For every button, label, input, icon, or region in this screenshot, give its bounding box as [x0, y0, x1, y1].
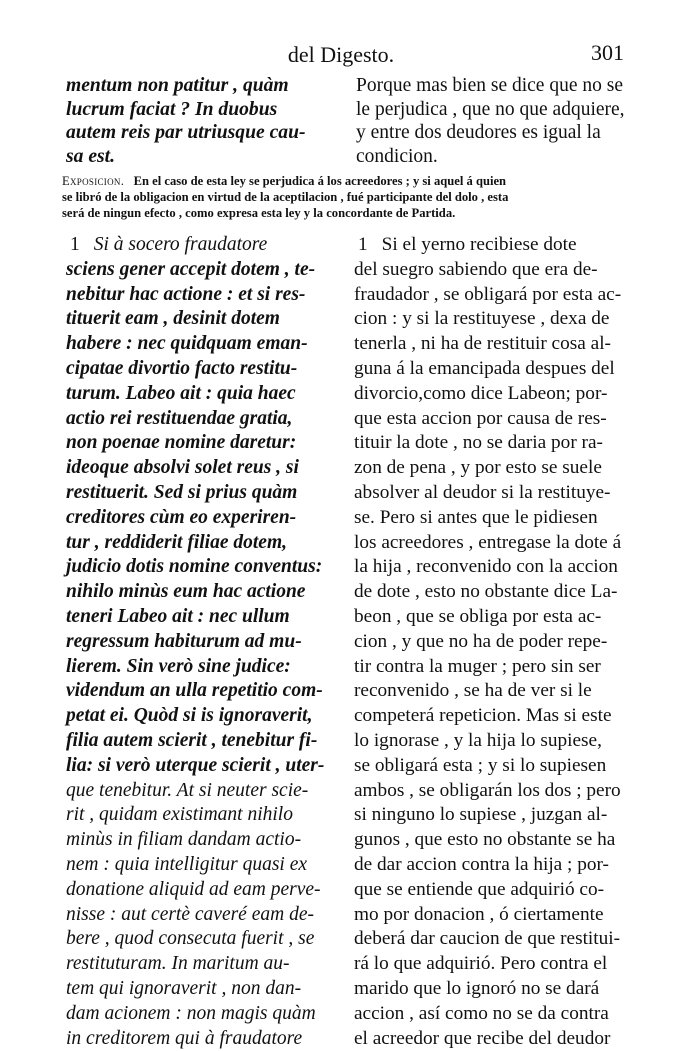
exposicion-line: En el caso de esta ley se perjudica á los acreedores ; y si aquel á quien [134, 174, 506, 188]
latin-line: restituerit. Sed si prius quàm [66, 481, 356, 506]
latin-line: rit , quidam existimant nihilo [66, 803, 356, 828]
spanish-line: la hija , reconvenido con la accion [354, 555, 634, 580]
latin-line: Si à socero fraudatore [94, 234, 268, 255]
spanish-line: deberá dar caucion de que restitui- [354, 927, 634, 952]
spanish-line: reconvenido , se ha de ver si le [354, 679, 634, 704]
spanish-line: guna á la emancipada despues del [354, 357, 634, 382]
running-title: del Digesto. [0, 42, 682, 68]
latin-line: nisse : aut certè caveré eam de- [66, 903, 356, 928]
spanish-line: tenerla , ni ha de restituir cosa al- [354, 332, 634, 357]
latin-line: videndum an ulla repetitio com- [66, 679, 356, 704]
spanish-line: competerá repeticion. Mas si este [354, 704, 634, 729]
latin-line: ideoque absolvi solet reus , si [66, 456, 356, 481]
page-number: 301 [591, 40, 624, 66]
spanish-line: mo por donacion , ó ciertamente [354, 903, 634, 928]
latin-line: tem qui ignoraverit , non dan- [66, 977, 356, 1002]
latin-line: lierem. Sin verò sine judice: [66, 655, 356, 680]
top-latin-column [66, 74, 346, 168]
spanish-line: los acreedores , entregase la dote á [354, 531, 634, 556]
latin-line: que tenebitur. At si neuter scie- [66, 779, 356, 804]
latin-line: habere : nec quidquam eman- [66, 332, 356, 357]
spanish-line: que esta accion por causa de res- [354, 407, 634, 432]
latin-line: restituturam. In maritum au- [66, 952, 356, 977]
latin-line: judicio dotis nomine conventus: [66, 555, 356, 580]
top-spanish-column [356, 74, 628, 168]
section-number: 1 [70, 234, 80, 255]
spanish-line: Si el yerno recibiese dote [382, 234, 577, 255]
latin-line: in creditorem qui à fraudatore [66, 1027, 356, 1051]
spanish-line: zon de pena , y por esto se suele [354, 456, 634, 481]
latin-line: donatione aliquid ad eam perve- [66, 878, 356, 903]
exposicion-label: Exposicion. [62, 174, 124, 188]
spanish-line: de dote , esto no obstante dice La- [354, 580, 634, 605]
spanish-line: accion , así como no se da contra [354, 1002, 634, 1027]
spanish-line: fraudador , se obligará por esta ac- [354, 283, 634, 308]
exposicion-line: se libró de la obligacion en virtud de la aceptilacion , fué participante del dolo , esta [62, 189, 632, 205]
exposicion-note [62, 173, 632, 221]
running-head [0, 36, 682, 68]
latin-line: tituerit eam , desinit dotem [66, 307, 356, 332]
spanish-line: rá lo que adquirió. Pero contra el [354, 952, 634, 977]
latin-line: lucrum faciat ? In duobus [66, 98, 346, 122]
latin-line: nebitur hac actione : et si res- [66, 283, 356, 308]
section-1-spanish-column [354, 233, 634, 1051]
latin-line: sciens gener accepit dotem , te- [66, 258, 356, 283]
spanish-line: de dar accion contra la hija ; por- [354, 853, 634, 878]
latin-line: lia: si verò uterque scierit , uter- [66, 754, 356, 779]
spanish-line: el acreedor que recibe del deudor [354, 1027, 634, 1051]
spanish-line: tituir la dote , no se daria por ra- [354, 431, 634, 456]
latin-line: sa est. [66, 145, 346, 169]
latin-line: nihilo minùs eum hac actione [66, 580, 356, 605]
exposicion-line: será de ningun efecto , como expresa esta ley y la concordante de Partida. [62, 205, 632, 221]
latin-line: nem : quia intelligitur quasi ex [66, 853, 356, 878]
latin-line: autem reis par utriusque cau- [66, 121, 346, 145]
spanish-line: lo ignorase , y la hija lo supiese, [354, 729, 634, 754]
section-number: 1 [358, 234, 368, 255]
spanish-line: del suegro sabiendo que era de- [354, 258, 634, 283]
latin-line: dam acionem : non magis quàm [66, 1002, 356, 1027]
latin-line: non poenae nomine daretur: [66, 431, 356, 456]
spanish-line: condicion. [356, 145, 628, 169]
spanish-line: si ninguno lo supiese , juzgan al- [354, 803, 634, 828]
spanish-line: tir contra la muger ; pero sin ser [354, 655, 634, 680]
section-1-latin-column [66, 233, 356, 1051]
spanish-line: se obligará esta ; y si lo supiesen [354, 754, 634, 779]
latin-line: minùs in filiam dandam actio- [66, 828, 356, 853]
spanish-line: divorcio,como dice Labeon; por- [354, 382, 634, 407]
latin-line: turum. Labeo ait : quia haec [66, 382, 356, 407]
latin-line: cipatae divortio facto restitu- [66, 357, 356, 382]
latin-line: actio rei restituendae gratia, [66, 407, 356, 432]
spanish-line: ambos , se obligarán los dos ; pero [354, 779, 634, 804]
spanish-line: Porque mas bien se dice que no se [356, 74, 628, 98]
spanish-line: que se entiende que adquirió co- [354, 878, 634, 903]
spanish-line: absolver al deudor si la restituye- [354, 481, 634, 506]
spanish-line: y entre dos deudores es igual la [356, 121, 628, 145]
spanish-line: cion : y si la restituyese , dexa de [354, 307, 634, 332]
latin-line: teneri Labeo ait : nec ullum [66, 605, 356, 630]
spanish-line: marido que lo ignoró no se dará [354, 977, 634, 1002]
latin-line: petat ei. Quòd si is ignoraverit, [66, 704, 356, 729]
latin-line: tur , reddiderit filiae dotem, [66, 531, 356, 556]
spanish-line: gunos , que esto no obstante se ha [354, 828, 634, 853]
spanish-line: le perjudica , que no que adquiere, [356, 98, 628, 122]
spanish-line: cion , y que no ha de poder repe- [354, 630, 634, 655]
latin-line: regressum habiturum ad mu- [66, 630, 356, 655]
latin-line: filia autem scierit , tenebitur fi- [66, 729, 356, 754]
spanish-line: se. Pero si antes que le pidiesen [354, 506, 634, 531]
latin-line: creditores cùm eo experiren- [66, 506, 356, 531]
latin-line: bere , quod consecuta fuerit , se [66, 927, 356, 952]
spanish-line: beon , que se obliga por esta ac- [354, 605, 634, 630]
latin-line: mentum non patitur , quàm [66, 74, 346, 98]
